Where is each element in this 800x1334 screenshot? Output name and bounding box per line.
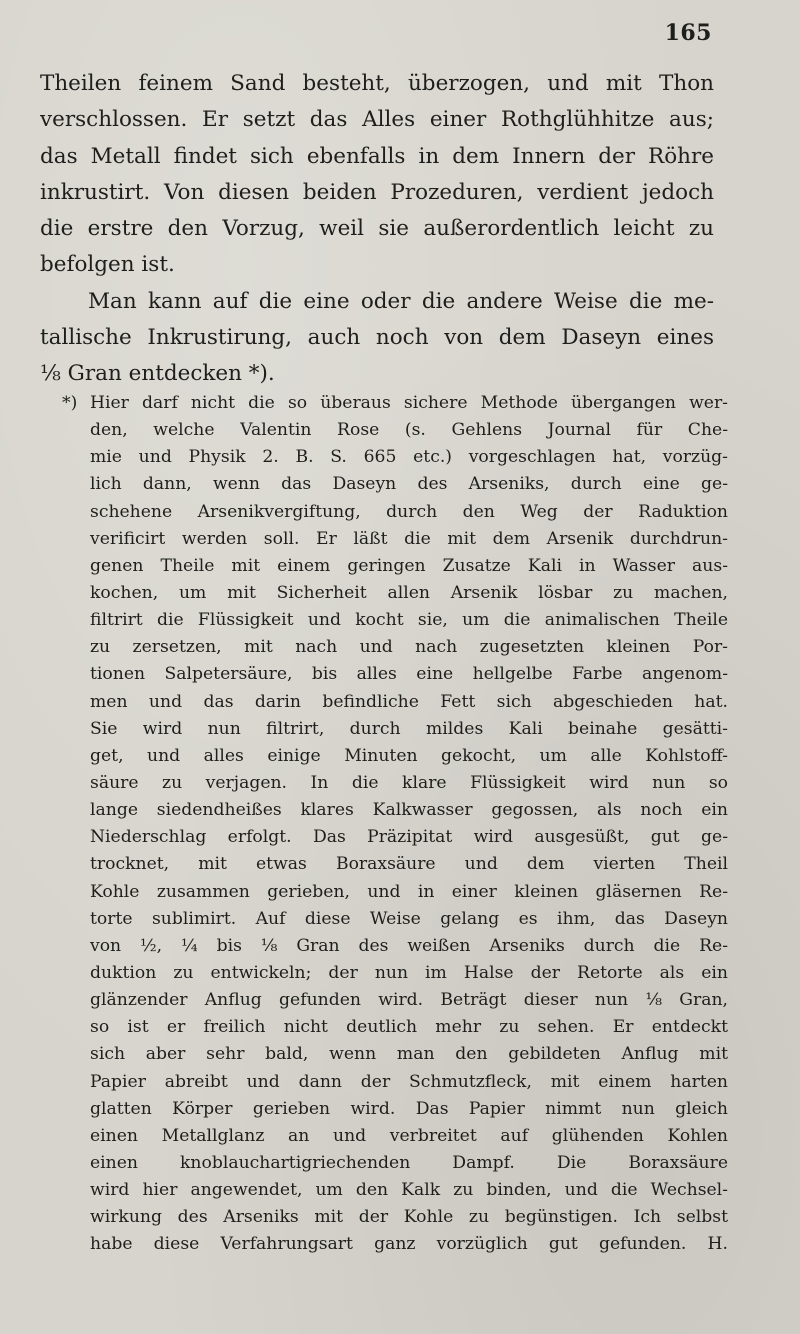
main-text-line: ⅛ Gran entdecken *). <box>40 361 275 387</box>
footnote-line: duktion zu entwickeln; der nun im Halse der Retorte als ein <box>90 962 728 983</box>
footnote-line: verificirt werden soll. Er läßt die mit dem Arsenik durchdrun- <box>90 528 728 549</box>
footnote-line: lange siedendheißes klares Kalkwasser gegossen, als noch ein <box>90 800 728 821</box>
main-text-line: verschlossen. Er setzt das Alles einer Rothglühhitze aus; <box>40 107 714 133</box>
main-text-line: Theilen feinem Sand besteht, überzogen, und mit Thon <box>40 71 714 96</box>
footnote-line: torte sublimirt. Auf diese Weise gelang es ihm, das Daseyn <box>90 908 728 929</box>
footnote-line: mie und Physik 2. B. S. 665 etc.) vorgeschlagen hat, vorzüg- <box>90 447 728 468</box>
footnote-line: glänzender Anflug gefunden wird. Beträgt dieser nun ⅛ Gran, <box>90 990 728 1011</box>
page-number: 165 <box>664 20 712 46</box>
footnote-line: von ½, ¼ bis ⅛ Gran des weißen Arseniks durch die Re- <box>90 935 728 956</box>
main-text-line: befolgen ist. <box>40 252 175 278</box>
footnote <box>62 390 728 1259</box>
footnote-line: filtrirt die Flüssigkeit und kocht sie, um die animalischen Theile <box>90 610 728 631</box>
footnote-line: genen Theile mit einem geringen Zusatze Kali in Wasser aus- <box>90 555 728 576</box>
footnote-marker: *) <box>62 393 78 413</box>
main-text <box>40 66 714 393</box>
footnote-line: Niederschlag erfolgt. Das Präzipitat wird ausgesüßt, gut ge- <box>90 827 728 848</box>
footnote-line: tionen Salpetersäure, bis alles eine hellgelbe Farbe angenom- <box>90 664 728 685</box>
footnote-line: trocknet, mit etwas Boraxsäure und dem vierten Theil <box>90 854 728 875</box>
footnote-line: wird hier angewendet, um den Kalk zu binden, und die Wechsel- <box>90 1180 728 1201</box>
footnote-line: schehene Arsenikvergiftung, durch den Weg der Raduktion <box>90 501 728 522</box>
footnote-line: get, und alles einige Minuten gekocht, um alle Kohlstoff- <box>90 745 728 766</box>
footnote-line: habe diese Verfahrungsart ganz vorzüglich gut gefunden. H. <box>90 1234 728 1255</box>
footnote-line: zu zersetzen, mit nach und nach zugesetzten kleinen Por- <box>90 637 728 658</box>
footnote-line: Hier darf nicht die so überaus sichere Methode übergangen wer- <box>90 393 728 413</box>
footnote-line: einen Metallglanz an und verbreitet auf glühenden Kohlen <box>90 1125 728 1146</box>
footnote-line: Papier abreibt und dann der Schmutzfleck, mit einem harten <box>90 1071 728 1092</box>
footnote-line: einen knoblauchartigriechenden Dampf. Die Boraxsäure <box>90 1152 728 1173</box>
footnote-line: Kohle zusammen gerieben, und in einer kleinen gläsernen Re- <box>90 881 728 902</box>
main-text-line: inkrustirt. Von diesen beiden Prozeduren, verdient jedoch <box>40 179 714 205</box>
footnote-line: Sie wird nun filtrirt, durch mildes Kali beinahe gesätti- <box>90 718 728 739</box>
footnote-line: säure zu verjagen. In die klare Flüssigkeit wird nun so <box>90 772 728 793</box>
footnote-line: den, welche Valentin Rose (s. Gehlens Journal für Che- <box>90 420 728 441</box>
footnote-line: wirkung des Arseniks mit der Kohle zu begünstigen. Ich selbst <box>90 1207 728 1228</box>
footnote-line: lich dann, wenn das Daseyn des Arseniks, durch eine ge- <box>90 474 728 495</box>
main-text-line: das Metall findet sich ebenfalls in dem Innern der Röhre <box>40 143 714 169</box>
footnote-line: kochen, um mit Sicherheit allen Arsenik lösbar zu machen, <box>90 582 728 603</box>
footnote-line: glatten Körper gerieben wird. Das Papier nimmt nun gleich <box>90 1098 728 1119</box>
main-text-line: Man kann auf die eine oder die andere Weise die me- <box>88 288 714 314</box>
footnote-line: so ist er freilich nicht deutlich mehr zu sehen. Er entdeckt <box>90 1017 728 1038</box>
main-text-line: tallische Inkrustirung, auch noch von dem Daseyn eines <box>40 325 714 351</box>
footnote-line: men und das darin befindliche Fett sich abgeschieden hat. <box>90 691 728 712</box>
footnote-line: sich aber sehr bald, wenn man den gebildeten Anflug mit <box>90 1044 728 1065</box>
main-text-line: die erstre den Vorzug, weil sie außerordentlich leicht zu <box>40 216 714 242</box>
